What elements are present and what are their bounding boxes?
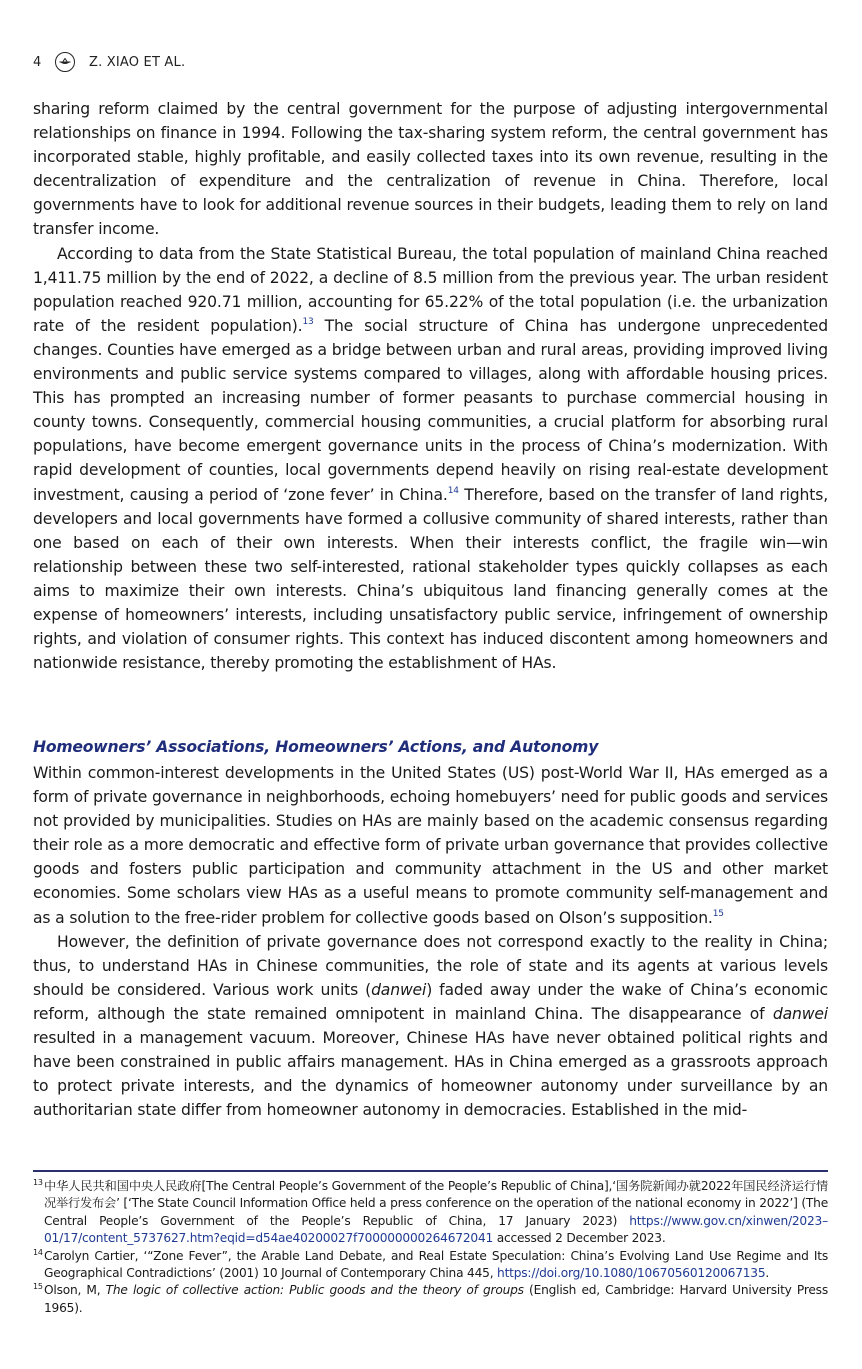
running-head — [33, 52, 185, 72]
footnote-ref-15[interactable]: 15 — [712, 908, 724, 919]
footnote-14-doi-link[interactable]: https://doi.org/10.1080/10670560120067135 — [497, 1266, 766, 1281]
section-paragraphs — [33, 761, 828, 1122]
footnote-ref-14[interactable]: 14 — [447, 485, 459, 496]
section-paragraph-2: However, the definition of private governance does not correspond exactly to the reality in China; thus, to understand HAs in Chinese communities, the role of state and its agents at various levels should be considered. Various work units (danwei) faded away under the wake of China’s economic reform, although the state remained omnipotent in mainland China. The disappearance of danwei resulted in a management vacuum. Moreover, Chinese HAs have never obtained political rights and have been constrained in public affairs management. HAs in China emerged as a grassroots approach to protect private interests, and the dynamics of homeowner autonomy under surveillance by an authoritarian state differ from homeowner autonomy in democracies. Established in the mid- — [33, 932, 828, 1120]
footnote-15: 15 Olson, M, The logic of collective action: Public goods and the theory of groups (English ed, Cambridge: Harvard University Press 1965). — [33, 1282, 828, 1315]
paragraph-1: sharing reform claimed by the central government for the purpose of adjusting intergovernmental relationships on finance in 1994. Following the tax-sharing system reform, the central government has incorporated stable, highly profitable, and easily collected taxes into its own revenue, resulting in the decentralization of expenditure and the centralization of revenue in China. Therefore, local governments have to look for additional revenue sources in their budgets, leading them to rely on land transfer income. — [33, 100, 828, 239]
running-head-authors: Z. XIAO ET AL. — [89, 54, 186, 70]
section-heading: Homeowners’ Associations, Homeowners’ Actions, and Autonomy — [33, 738, 599, 756]
section-paragraph-1: Within common-interest developments in the United States (US) post-World War II, HAs emerged as a form of private governance in neighborhoods, echoing homebuyers’ need for public goods and services not provided by municipalities. Studies on HAs are mainly based on the academic consensus regarding their role as a more democratic and effective form of private urban governance that provides collective goods and fosters public participation and community attachment in the US and other market economies. Some scholars view HAs as a useful means to promote community self-management and as a solution to the free-rider problem for collective goods based on Olson’s supposition.$^{15}$ — [33, 764, 828, 927]
journal-publisher-logo-icon — [55, 52, 75, 72]
footnote-divider — [33, 1170, 828, 1172]
body-paragraphs — [33, 97, 828, 675]
paragraph-2: According to data from the State Statistical Bureau, the total population of mainland China reached 1,411.75 million by the end of 2022, a decline of 8.5 million from the previous year. The urban resident population reached 920.71 million, accounting for 65.22% of the total population (i.e. the urbanization rate of the resident population).$^{13}$ The social structure of China has undergone unprecedented changes. Counties have emerged as a bridge between urban and rural areas, providing improved living environments and public service systems compared to villages, along with affordable housing prices. This has prompted an increasing number of former peasants to purchase commercial housing in county towns. Consequently, commercial housing communities, a crucial platform for absorbing rural populations, have become emergent governance units in the process of China’s modernization. With rapid development of counties, local governments depend heavily on rising real-estate development investment, causing a period of ‘zone fever’ in China.$^{14}$ Therefore, based on the transfer of land rights, developers and local governments have formed a collusive community of shared interests, rather than one based on each of their own interests. When their interests conflict, the fragile win—win relationship between these two self-interested, rational stakeholder types quickly collapses as each aims to maximize their own interests. China’s ubiquitous land financing generally comes at the expense of homeowners’ interests, including unsatisfactory public service, infringement of ownership rights, and violation of consumer rights. This context has induced discontent among homeowners and nationwide resistance, thereby promoting the establishment of HAs. — [33, 244, 828, 673]
footnote-ref-13[interactable]: 13 — [302, 316, 314, 327]
footnote-13-link[interactable]: https://www.gov.cn/xinwen/2023–01/17/content_5737627.htm?eqid=d54ae40200027f700000000264672041 — [44, 1213, 828, 1246]
footnote-13: 13 中华人民共和国中央人民政府[The Central People’s Government of the People’s Republic of China],‘国务院新闻办就2022年国民经济运行情况举行发布会’ [‘The State Council Information Office held a press conference on the operation of the national economy in 2022’] (The Central People’s Government of the People’s Republic of China, 17 January 2023) https://www.gov.cn/xinwen/2023–01/17/content_5737627.htm?eqid=d54ae40200027f700000000264672041 accessed 2 December 2023. — [33, 1178, 828, 1246]
footnotes — [33, 1178, 828, 1317]
page-number: 4 — [33, 54, 42, 70]
footnote-14: 14 Carolyn Cartier, ‘“Zone Fever”, the Arable Land Debate, and Real Estate Speculation: China’s Evolving Land Use Regime and Its Geographical Contradictions’ (2001) 10 Journal of Contemporary China 445, https://doi.org/10.1080/10670560120067135. — [33, 1247, 828, 1281]
